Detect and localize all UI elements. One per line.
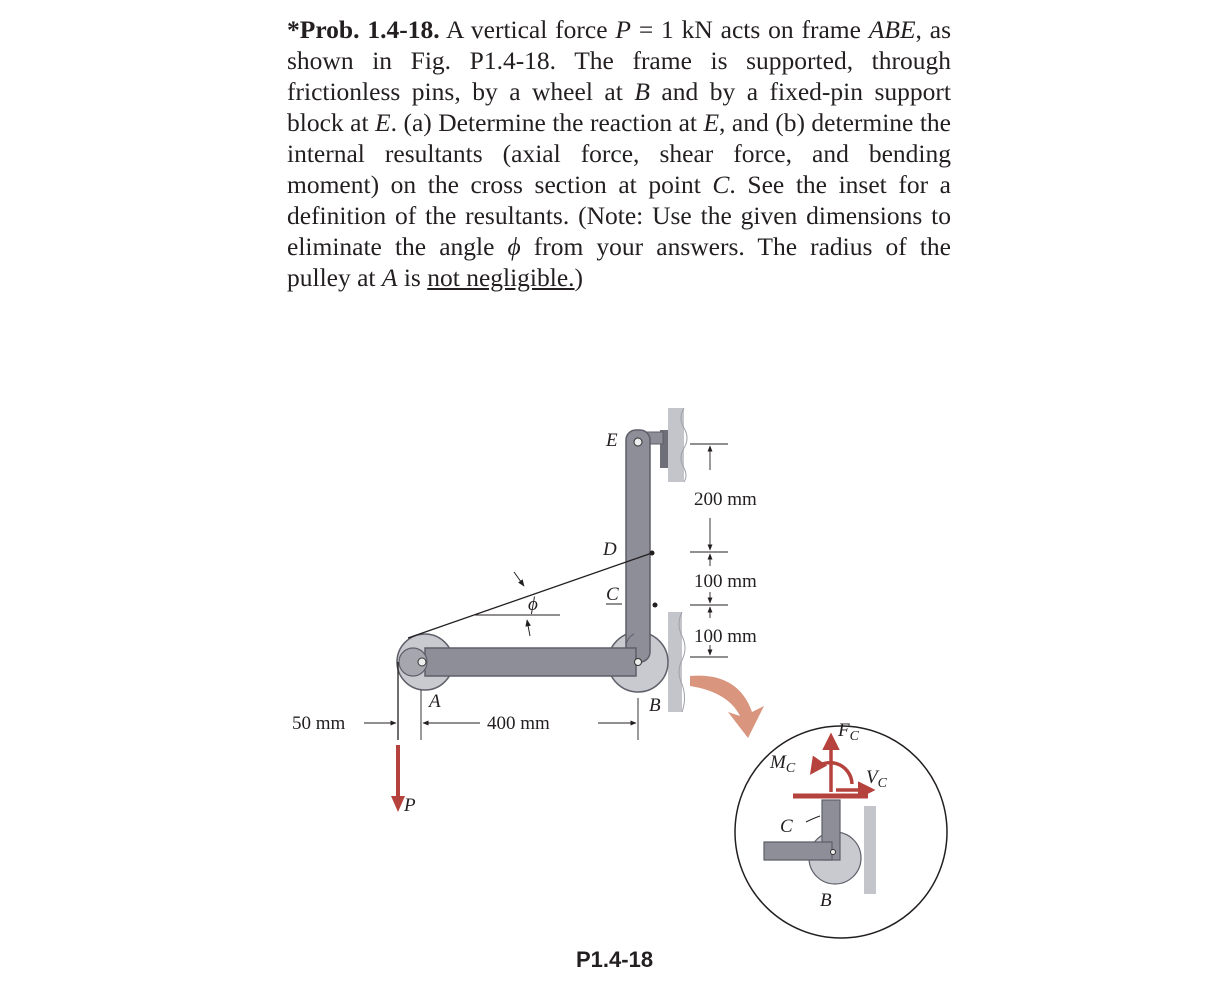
- inset-label-C: C: [780, 816, 793, 837]
- symbol-A: A: [381, 263, 398, 292]
- inset-label-Fc: $F_C$: [838, 720, 859, 744]
- symbol-ABE: ABE: [868, 15, 916, 44]
- text-run: = 1 kN acts on frame: [630, 15, 869, 44]
- label-D: D: [603, 539, 617, 560]
- frame-horizontal-member: [425, 648, 636, 676]
- text-run: from your answers. The radius of the pulley at: [287, 232, 951, 292]
- symbol-C: C: [712, 170, 730, 199]
- symbol-B: B: [634, 77, 650, 106]
- dim-400mm: 400 mm: [487, 713, 550, 734]
- text-run: , and (b) determine the internal resultants (axial force, shear force, and bending moment) on the cross section at point: [287, 108, 952, 199]
- inset-label-Mc: $M_C$: [770, 752, 796, 776]
- symbol-E: E: [375, 108, 391, 137]
- symbol-P: P: [615, 15, 631, 44]
- problem-number: *Prob. 1.4-18.: [287, 15, 440, 44]
- text-run: A vertical force: [439, 15, 616, 44]
- symbol-phi: ϕ: [507, 232, 521, 261]
- force-P-head: [391, 796, 405, 812]
- underlined-text: not negligible.: [427, 263, 575, 292]
- text-run: and by a fixed-pin support block at: [287, 77, 952, 137]
- frame-vertical-member: [626, 430, 650, 662]
- point-C: [653, 603, 658, 608]
- pin-E: [634, 438, 642, 446]
- pin-A: [418, 658, 426, 666]
- pin-B: [635, 659, 642, 666]
- label-B: B: [649, 695, 661, 716]
- dim-200mm: 200 mm: [694, 489, 757, 510]
- label-E: E: [606, 430, 618, 451]
- wall-E: [668, 408, 684, 482]
- label-A: A: [429, 691, 441, 712]
- dim-50mm: 50 mm: [292, 713, 346, 734]
- label-phi: ϕ: [528, 594, 538, 615]
- text-run: is: [397, 263, 428, 292]
- inset-label-B: B: [820, 890, 832, 911]
- label-C: C: [606, 584, 619, 605]
- inset-wall: [864, 806, 876, 894]
- inset-label-Vc: $V_C$: [866, 767, 887, 791]
- wall-B: [668, 612, 682, 712]
- symbol-E: E: [703, 108, 720, 137]
- inset-circle: [735, 726, 947, 938]
- text-run: ): [574, 263, 584, 292]
- label-P: P: [404, 795, 416, 816]
- text-run: . See the inset for a definition of the resultants. (Note: Use the given dimensions to eliminate the angle: [287, 170, 951, 261]
- inset-frame-horizontal: [764, 842, 832, 860]
- text-run: . (a) Determine the reaction at: [390, 108, 704, 137]
- dim-100mm-lower: 100 mm: [694, 626, 757, 647]
- figure-caption: P1.4-18: [576, 947, 654, 972]
- inset-pointer-arrow: [690, 676, 764, 738]
- dim-100mm-upper: 100 mm: [694, 571, 757, 592]
- text-run: , as shown in Fig. P1.4-18. The frame is supported, through frictionless pins, by a wheel at: [287, 15, 952, 106]
- point-D: [650, 551, 655, 556]
